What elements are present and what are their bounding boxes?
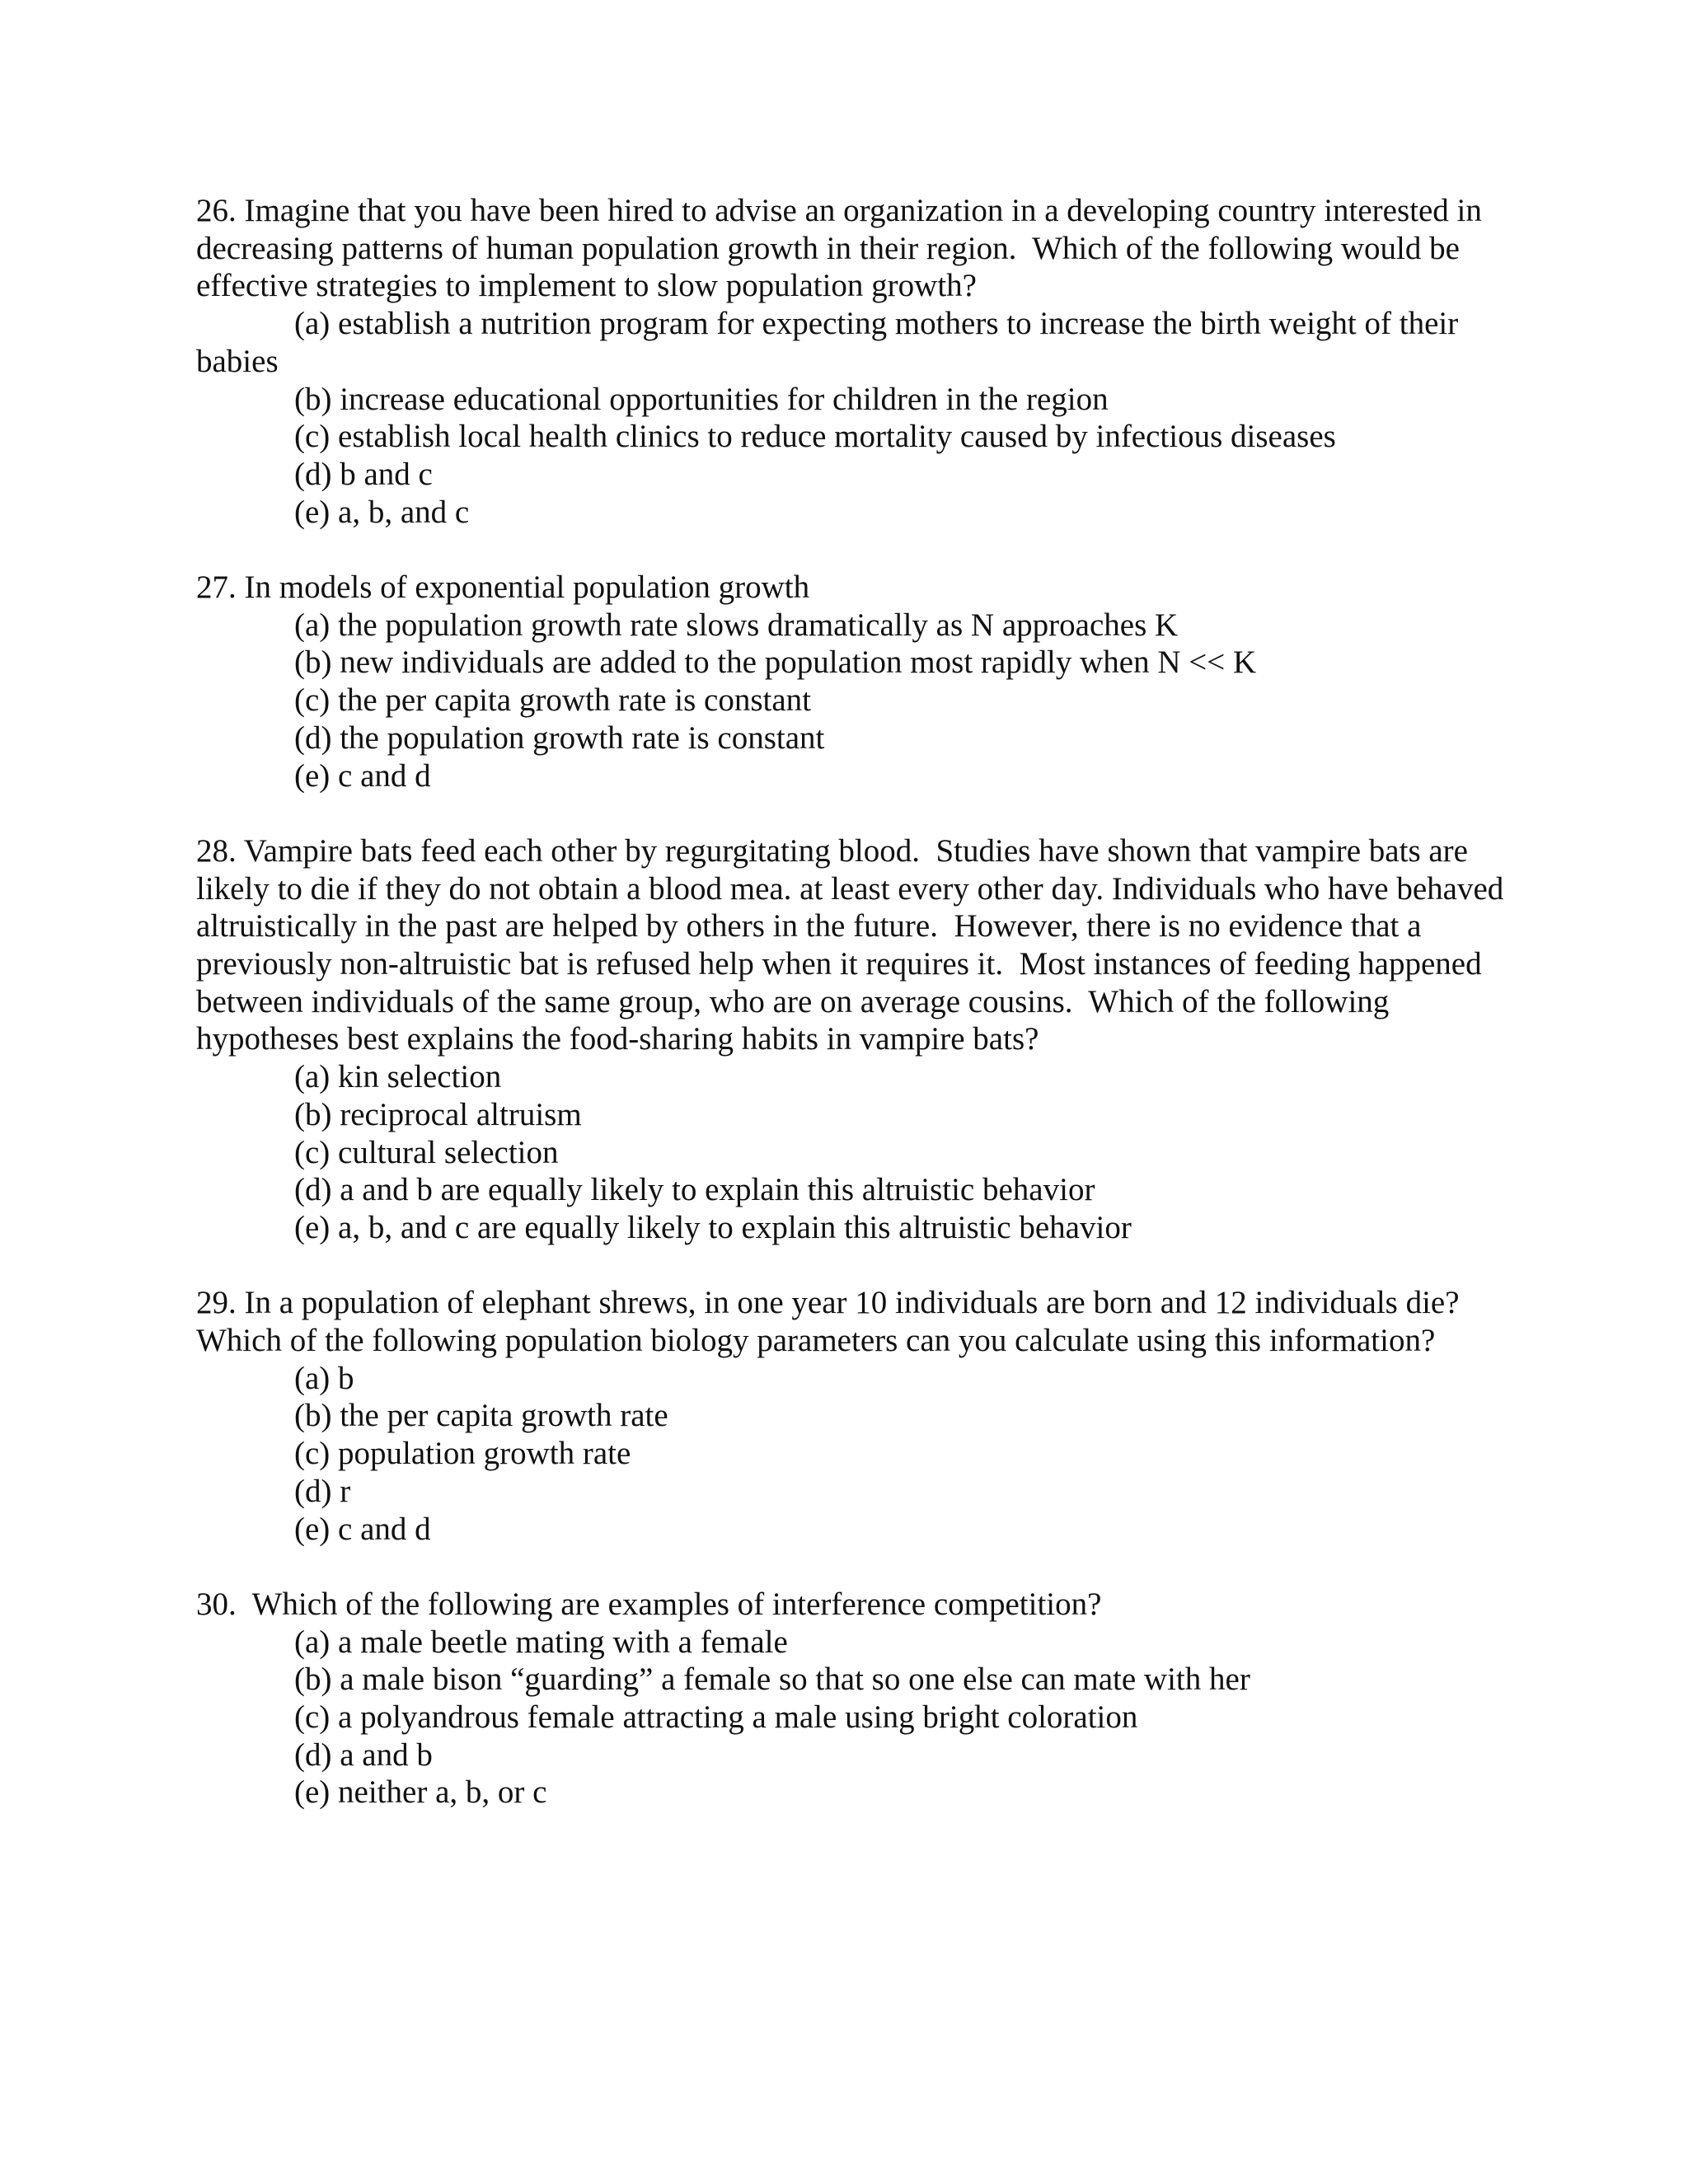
answer-option: (b) new individuals are added to the population most rapidly when N << K xyxy=(294,644,1257,681)
answer-option: (e) a, b, and c xyxy=(294,494,470,530)
answer-option: (b) a male bison “guarding” a female so that so one else can mate with her xyxy=(294,1661,1250,1698)
answer-option: (d) r xyxy=(294,1473,351,1509)
answer-option: (e) c and d xyxy=(294,757,431,794)
answer-option: (d) b and c xyxy=(294,456,433,492)
question-29 xyxy=(196,1284,1531,1548)
answer-option: (c) population growth rate xyxy=(294,1436,631,1472)
answer-option: (c) the per capita growth rate is constant xyxy=(294,682,811,719)
question-28 xyxy=(196,832,1531,1247)
answer-option: (a) the population growth rate slows dramatically as N approaches K xyxy=(294,607,1179,643)
answer-option: (b) increase educational opportunities for children in the region xyxy=(294,381,1109,417)
question-30 xyxy=(196,1586,1531,1811)
answer-option: (b) the per capita growth rate xyxy=(294,1398,668,1434)
answer-option: (e) neither a, b, or c xyxy=(294,1774,547,1811)
question-stem: 30. Which of the following are examples of interference competition? xyxy=(196,1586,1102,1622)
answer-option: (a) kin selection xyxy=(294,1059,502,1095)
answer-option: (c) cultural selection xyxy=(294,1134,559,1170)
question-stem: 27. In models of exponential population growth xyxy=(196,569,810,606)
answer-option: (a) a male beetle mating with a female xyxy=(294,1624,788,1660)
answer-option: (d) a and b are equally likely to explain this altruistic behavior xyxy=(294,1172,1095,1208)
question-stem: 26. Imagine that you have been hired to advise an organization in a developing country interested in decreasing patterns of human population growth in their region. Which of the following would be effective strategies to implement to slow population growth? xyxy=(196,193,1490,304)
question-26 xyxy=(196,192,1531,531)
question-stem: 28. Vampire bats feed each other by regurgitating blood. Studies have shown that vampire bats are likely to die if they do not obtain a blood mea. at least every other day. Individuals who have behaved altruistically in the past are helped by others in the future. However, there is no evidence that a previously non-altruistic bat is refused help when it requires it. Most instances of feeding happened between individuals of the same group, who are on average cousins. Which of the following hypotheses best explains the food-sharing habits in vampire bats? xyxy=(196,832,1512,1057)
answer-option: (d) the population growth rate is constant xyxy=(294,719,825,756)
document-page xyxy=(196,192,1531,1849)
answer-option: (e) a, b, and c are equally likely to explain this altruistic behavior xyxy=(294,1209,1132,1245)
answer-option: (e) c and d xyxy=(294,1511,431,1547)
answer-option: (a) establish a nutrition program for expecting mothers to increase the birth weight of their babies xyxy=(196,306,1459,379)
answer-option: (d) a and b xyxy=(294,1736,433,1773)
question-27 xyxy=(196,569,1531,794)
answer-option: (a) b xyxy=(294,1360,354,1396)
answer-option: (c) establish local health clinics to reduce mortality caused by infectious diseases xyxy=(294,419,1336,455)
question-stem: 29. In a population of elephant shrews, in one year 10 individuals are born and 12 individuals die? Which of the following population biology parameters can you calculate using this information? xyxy=(196,1285,1475,1359)
answer-option: (c) a polyandrous female attracting a male using bright coloration xyxy=(294,1699,1138,1736)
answer-option: (b) reciprocal altruism xyxy=(294,1096,582,1132)
